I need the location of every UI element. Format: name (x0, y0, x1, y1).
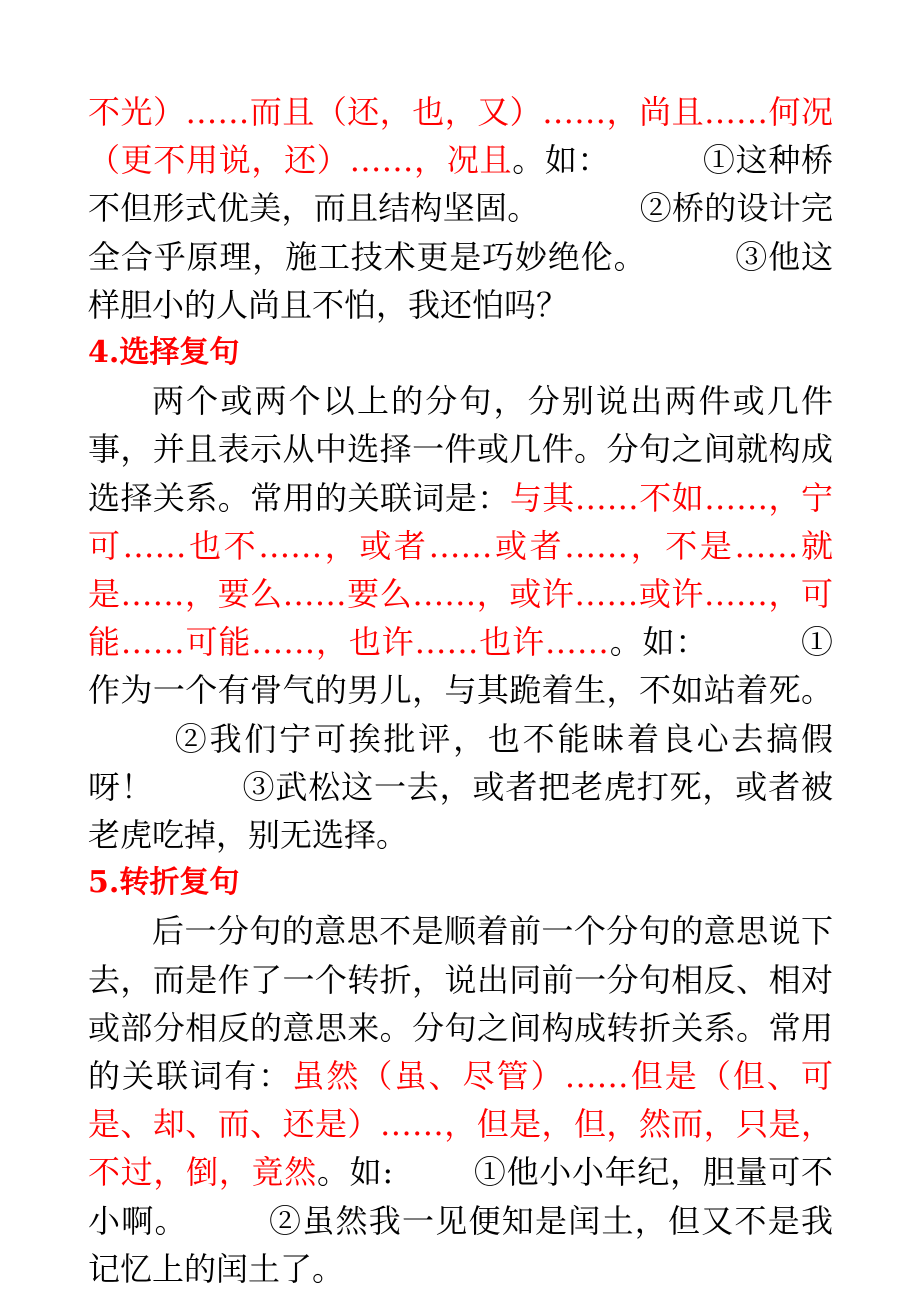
document-body (88, 88, 833, 1293)
section3-paragraph (88, 88, 833, 329)
section3-example-1: ①这种桥不但形式优美，而且结构坚固。 (88, 141, 833, 228)
section5-example-2: ②虽然我一见便知是闰土，但又不是我记忆上的闰土了。 (88, 1201, 833, 1288)
section4-eg-label: 。如： (608, 623, 709, 662)
section5-conjunctions: 虽然（虽、尽管）……但是（但、可是、却、而、还是）……，但是，但，然而，只是，不过，倒，竟然 (88, 1057, 833, 1192)
section3-conjunctions: 不光）……而且（还，也，又）……，尚且……何况（更不用说，还）……，况且 (88, 93, 833, 180)
section4-example-1: ①作为一个有骨气的男儿，与其跪着生，不如站着死。 (88, 623, 833, 710)
section4-paragraph (88, 377, 833, 859)
section4-conjunctions: 与其……不如……，宁可……也不……，或者……或者……，不是……就是……，要么……要么……，或许……或许……，可能……可能……，也许……也许…… (88, 478, 833, 662)
section3-example-3: ③他这样胆小的人尚且不怕，我还怕吗？ (88, 237, 833, 324)
section4-example-2: ②我们宁可挨批评，也不能昧着良心去搞假呀！ (88, 719, 833, 806)
section4-example-3: ③武松这一去，或者把老虎打死，或者被老虎吃掉，别无选择。 (88, 767, 833, 855)
section4-title: 4.选择复句 (88, 335, 240, 371)
section3-example-2: ②桥的设计完全合乎原理，施工技术更是巧妙绝伦。 (88, 189, 833, 276)
section5-title: 5.转折复句 (88, 865, 240, 901)
section4-intro: 两个或两个以上的分句，分别说出两件或几件事，并且表示从中选择一件或几件。分句之间就构成选择关系。常用的关联词是： (88, 382, 833, 517)
section5-eg-label: 。如: (316, 1153, 394, 1192)
section5-example-1: ①他小小年纪，胆量可不小啊。 (88, 1153, 833, 1240)
section5-paragraph (88, 907, 833, 1293)
section5-intro: 后一分句的意思不是顺着前一个分句的意思说下去，而是作了一个转折，说出同前一分句相反、相对或部分相反的意思来。分句之间构成转折关系。常用的关联词有： (88, 912, 833, 1096)
section3-eg-label: 。如： (512, 141, 611, 180)
